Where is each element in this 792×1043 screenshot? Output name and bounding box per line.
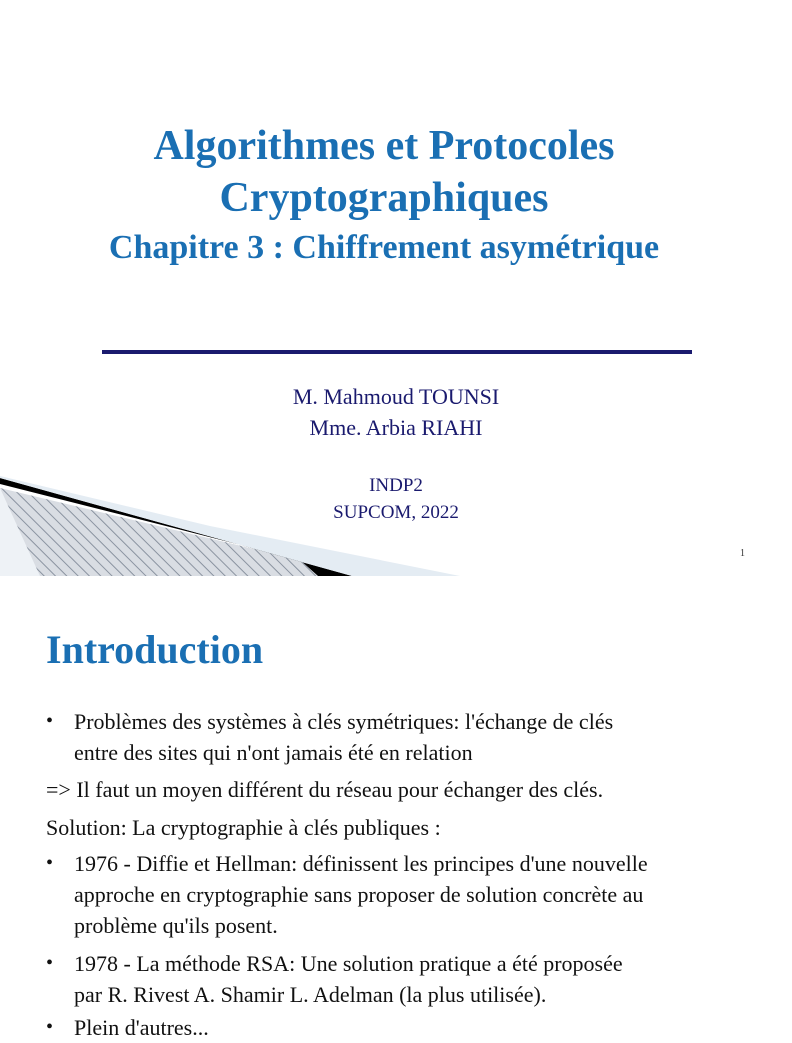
class-label: INDP2 — [369, 475, 423, 496]
bullet-marker: • — [46, 710, 54, 732]
bullet-3-line-1: 1978 - La méthode RSA: Une solution pratique a été proposée — [74, 951, 623, 976]
bullet-marker: • — [46, 1016, 54, 1038]
bullet-2-line-3: problème qu'ils posent. — [74, 913, 278, 938]
slide-title-line-2: Cryptographiques — [219, 175, 549, 221]
title-divider — [102, 350, 692, 354]
introduction-slide — [0, 576, 768, 1040]
bullet-3-line-2: par R. Rivest A. Shamir L. Adelman (la plus utilisée). — [74, 982, 547, 1007]
bullet-2-line-2: approche en cryptographie sans proposer de solution concrète au — [74, 882, 644, 907]
bullet-1-line-1: Problèmes des systèmes à clés symétriques: l'échange de clés — [74, 709, 614, 734]
chapter-subtitle: Chapitre 3 : Chiffrement asymétrique — [108, 229, 660, 266]
decorative-corner-graphic — [0, 476, 470, 576]
slide-number: 1 — [740, 548, 745, 559]
solution-line: Solution: La cryptographie à clés publiques : — [46, 815, 441, 840]
institution-year: SUPCOM, 2022 — [333, 502, 459, 523]
bullet-marker: • — [46, 852, 54, 874]
bullet-1-line-2: entre des sites qui n'ont jamais été en relation — [74, 740, 473, 765]
conclusion-line: => Il faut un moyen différent du réseau pour échanger des clés. — [46, 777, 604, 802]
slide-heading: Introduction — [46, 627, 264, 672]
author-1: M. Mahmoud TOUNSI — [292, 384, 500, 409]
bullet-4-partial: Plein d'autres... — [74, 1015, 209, 1040]
hatched-band — [0, 488, 318, 576]
bullet-marker: • — [46, 952, 54, 974]
slide-title-line-1: Algorithmes et Protocoles — [153, 123, 615, 169]
bullet-2-line-1: 1976 - Diffie et Hellman: définissent les principes d'une nouvelle — [74, 851, 648, 876]
author-2: Mme. Arbia RIAHI — [309, 415, 483, 440]
